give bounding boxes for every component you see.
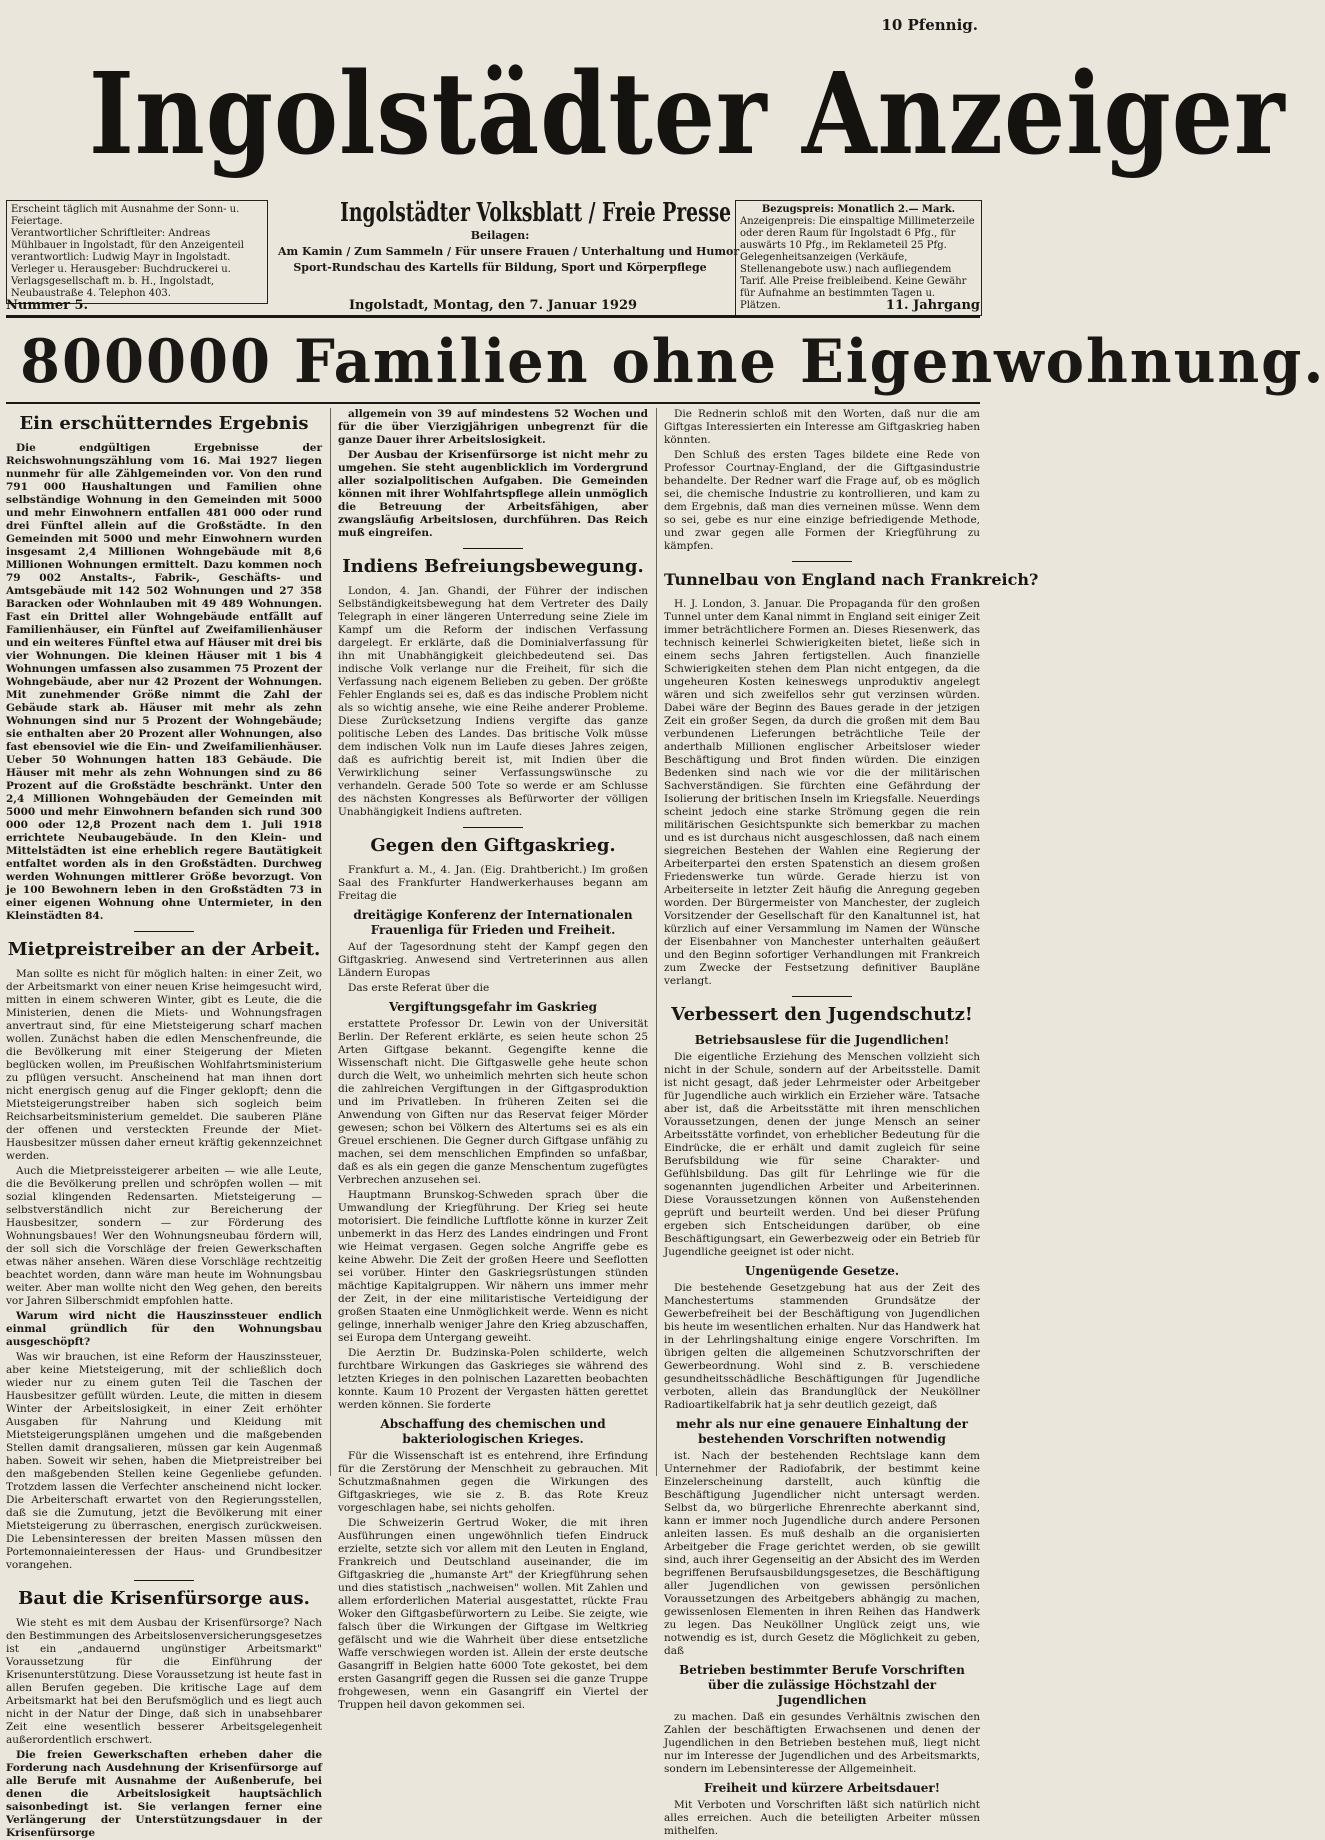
article-paragraph: Hauptmann Brunskog-Schweden sprach über die Umwandlung der Kriegführung. Der Krieg sei heute motorisiert. Die feindliche Luftflotte könne in kurzer Zeit unbemerkt in das Herz des Landes eindringen und Front wie Heimat vergasen. Gegen solche Angriffe gebe es keine Abwehr. Die Zeit der großen Heere und Seeflotten sei vorüber. Hinter den Gaskriegsrüstungen stünden mächtige Kapitalgruppen. Wir nähern uns immer mehr der Zeit, in der eine militaristische Verteidigung der großen Staaten eine Unmöglichkeit werde. Wenn es nicht gelinge, innerhalb weniger Jahre den Krieg abzuschaffen, sei Europa dem Untergang geweiht.	[338, 1189, 648, 1344]
article-paragraph: Man sollte es nicht für möglich halten: in einer Zeit, wo der Arbeitsmarkt von einer neuen Krise heimgesucht wird, mitten in einem schweren Winter, gibt es Leute, die die Ministerien, denen die Miets- und Wohnungsfragen anvertraut sind, für eine Mietsteigerung scharf machen wollen. Zunächst haben die edlen Menschenfreunde, die die Bevölkerung mit einer Steigerung der Mieten beglücken wollen, im Preußischen Wohlfahrtsministerium zu pflügen versucht. Anscheinend hat man ihnen dort nicht energisch genug auf die Finger geklopft; denn die Mietsteigerungstreiber haben sich sogleich beim Reichsarbeitsministerium gemeldet. Die sauberen Pläne der offenen und versteckten Freunde der Miet-Hausbesitzer müssen daher erneut kräftig gekennzeichnet werden.	[6, 968, 322, 1162]
article-paragraph: Die freien Gewerkschaften erheben daher die Forderung nach Ausdehnung der Krisenfürsorge auf alle Berufe mit Ausnahme der Außenberufe, bei denen die Arbeitslosigkeit hauptsächlich saisonbedingt ist. Sie verlangen ferner eine Verlängerung der Unterstützungsdauer in der Krisenfürsorge	[6, 1749, 322, 1839]
article-paragraph: Die Schweizerin Gertrud Woker, die mit ihren Ausführungen einen ungewöhnlich tiefen Eindruck erzielte, setzte sich vor allem mit den Leuten in England, Frankreich und Deutschland auseinander, die im Giftgaskrieg die „humanste Art" der Kriegführung sehen und dies statistisch „nachweisen" wollen. Mit Zahlen und allem erforderlichen Material ausgestattet, rückte Frau Woker den Giftgasbefürwortern zu Leibe. Sie zeigte, wie falsch über die Wirkungen der Giftgase im Weltkrieg gefälscht und wie die Wahrheit über diese entsetzliche Waffe verschwiegen worden ist. Allein der erste deutsche Gasangriff in Belgien hatte 6000 Tote gekostet, bei dem ersten Gasangriff gegen die Russen sei die ganze Truppe frohgewesen, wenn ein Gasangriff ein Viertel der Truppen heil davon gekommen sei.	[338, 1517, 648, 1711]
divider	[134, 1580, 194, 1581]
article-paragraph: Die eigentliche Erziehung des Menschen vollzieht sich nicht in der Schule, sondern auf der Arbeitsstelle. Damit ist nicht gesagt, daß jeder Lehrmeister oder Arbeitgeber für Jugendliche auch wirklich ein Erzieher wäre. Tatsache aber ist, daß die Arbeitsstätte mit ihren menschlichen Voraussetzungen, denen der junge Mensch an seiner Arbeitsstätte vorfindet, von erheblicher Bedeutung für die Eindrücke, die er erhält und damit zugleich für seine Berufsbildung wie für seine Charakter- und Gefühlsbildung. Das gilt für Lehrlinge wie für die sogenannten jugendlichen Arbeiter und Arbeiterinnen. Diese Voraussetzungen können von Außenstehenden geprüft und beurteilt werden. Und bei dieser Prüfung ergeben sich Entscheidungen darüber, ob eine Beschäftigungsart, ein Gewerbezweig oder ein Betrieb für Jugendliche geeignet ist oder nicht.	[664, 1051, 980, 1258]
article-paragraph: ist. Nach der bestehenden Rechtslage kann dem Unternehmer der Radiofabrik, der bestimmt keine Einzelerscheinung darstellt, auch künftig die Beschäftigung Jugendlicher nicht untersagt werden. Selbst da, wo bürgerliche Ehrenrechte aberkannt sind, kann er immer noch Jugendliche durch andere Personen anleiten lassen. Es muß deshalb an die organisierten Arbeitgeber die Frage gerichtet werden, ob sie gewillt sind, auch ihrer Gegenseitig an der Absicht des im Werden begriffenen Berufsausbildungsgesetzes, die Beschäftigung aller Jugendlichen von gewissen persönlichen Voraussetzungen des Arbeitgebers abhängig zu machen, gewissenlosen Elementen in ihren Reihen das Handwerk zu legen. Das Neuköllner Unglück zeigt uns, wie notwendig es ist, durch Gesetz die Möglichkeit zu geben, daß	[664, 1450, 980, 1657]
article-subheading: Betriebsauslese für die Jugendlichen!	[694, 1033, 950, 1047]
column-rule	[330, 408, 331, 1476]
dateline-bar	[6, 296, 980, 318]
column-2	[338, 408, 648, 1711]
editor-info: Verantwortlicher Schriftleiter: Andreas Mühlbauer in Ingolstadt, für den Anzeigenteil verantwortlich: Ludwig Mayr in Ingolstadt.	[11, 228, 244, 263]
column-3	[664, 408, 1039, 1837]
divider	[134, 931, 194, 932]
supplements-line-2: Sport-Rundschau des Kartells für Bildung, Sport und Körperpflege	[293, 261, 707, 274]
supplements-line-1: Am Kamin / Zum Sammeln / Für unsere Frauen / Unterhaltung und Humor	[278, 245, 740, 258]
article-paragraph: Mit Verboten und Vorschriften läßt sich natürlich nicht alles erreichen. Auch die beteiligten Arbeiter müssen mithelfen.	[664, 1799, 980, 1837]
headline-rule	[6, 402, 980, 404]
article-paragraph: Die Rednerin schloß mit den Worten, daß nur die am Giftgas Interessierten ein Interesse am Giftgaskrieg haben könnten.	[664, 408, 980, 446]
publisher-info-box	[6, 200, 268, 304]
divider	[463, 548, 523, 549]
article-paragraph: allgemein von 39 auf mindestens 52 Wochen und für die über Vierzigjährigen unbegrenzt für die ganze Dauer ihrer Arbeitslosigkeit.	[338, 408, 648, 446]
issue-number: Nummer 5.	[6, 298, 89, 313]
article-paragraph: Frankfurt a. M., 4. Jan. (Eig. Drahtbericht.) Im großen Saal des Frankfurter Handwerkerhauses begann am Freitag die	[338, 864, 648, 902]
article-paragraph: London, 4. Jan. Ghandi, der Führer der indischen Selbständigkeitsbewegung hat dem Vertreter des Daily Telegraph in einer längeren Unterredung seine Ziele im Kampf um die Reform der indischen Verfassung dargelegt. Er erklärte, daß die Dominialverfassung für ihn mit Unabhängigkeit gleichbedeutend sei. Das indische Volk verlange nur die Freiheit, für sich die Verfassung nach eigenem Belieben zu geben. Der größte Fehler Englands sei es, daß es das indische Problem nicht als so wichtig ansehe, wie eine Reihe anderer Probleme. Diese Zurücksetzung Indiens vergifte das ganze politische Leben des Landes. Das britische Volk müsse dem indischen Volk nun im Laufe dieses Jahres zeigen, daß es aufrichtig bereit ist, mit Indien über die Verwirklichung seiner Verfassungswünsche zu verhandeln. Gerade 500 Tote so werde er am Schlusse des nächsten Kongresses als Befürworter der völligen Unabhängigkeit Indiens auftreten.	[338, 585, 648, 818]
article-subheading: Freiheit und kürzere Arbeitsdauer!	[703, 1781, 941, 1795]
article-paragraph: Wie steht es mit dem Ausbau der Krisenfürsorge? Nach den Bestimmungen des Arbeitslosenversicherungsgesetzes ist ein „andauernd ungünstiger Arbeitsmarkt" Voraussetzung für die Einführung der Krisenunterstützung. Diese Voraussetzung ist heute fast in allen Berufen gegeben. Die kritische Lage auf dem Arbeitsmarkt hat bei den Berufsmöglich und es liegt auch nicht in der Natur der Dinge, daß sich in unabsehbarer Zeit eine wesentlich besserer Arbeitsgelegenheit außerordentlich erschwert.	[6, 1617, 322, 1746]
article-paragraph: erstattete Professor Dr. Lewin von der Universität Berlin. Der Referent erklärte, es seien heute schon 25 Arten Giftgase bekannt. Gegengifte kenne die Wissenschaft nicht. Die Giftgaswelle gehe heute schon durch die Welt, wo unheimlich mehrten sich heute schon die zahlreichen Vergiftungen in der Giftgasproduktion und im Privatleben. In früheren Zeiten sei die Anwendung von Giften nur das Reservat feiger Mörder gewesen; schon bei Völkern des Altertums sei es als ein Greuel erschienen. Die Gegner durch Giftgase unfähig zu machen, sei dem menschlichen Empfinden so unfaßbar, daß es als ein gegen die ganze Menschentum zugefügtes Verbrechen anzusehen sei.	[338, 1018, 648, 1186]
article-paragraph: H. J. London, 3. Januar. Die Propaganda für den großen Tunnel unter dem Kanal nimmt in England seit einiger Zeit immer beträchtlichere Formen an. Dieses Riesenwerk, das technisch keinerlei Schwierigkeiten bietet, ließe sich in einem sechs Jahren fertigstellen. Auch finanzielle Schwierigkeiten stehen dem Plan nicht entgegen, da die ungeheuren Kosten keineswegs unproduktiv angelegt wären und sich zweifellos sehr gut verzinsen würden. Dabei wäre der Beginn des Baues gerade in der jetzigen Zeit ein großer Segen, da durch die großen mit dem Bau verbundenen Lieferungen beträchtliche Teile der anderthalb Millionen englischer Arbeitsloser wieder Beschäftigung und Brot finden würden. Die einzigen Bedenken sind nach wie vor die der militärischen Sachverständigen. Sie fürchten eine Gefährdung der Isolierung der britischen Inseln im Kriegsfalle. Neuerdings scheint jedoch eine starke Strömung gegen die rein militärischen Gesichtspunkte sich bemerkbar zu machen und es ist durchaus nicht ausgeschlossen, daß nach einem siegreichen Bestehen der Wahlen eine Regierung der Arbeiterpartei den ersten Spatenstich an diesem großen Friedenswerke tun würde. Gerade hierzu ist von Arbeiterseite in letzter Zeit häufig die Anregung gegeben worden. Der Bürgermeister von Manchester, der zugleich Vorsitzender der Gesellschaft für den Kanaltunnel ist, hat kürzlich auf einer Versammlung im Namen der Wünsche der Eisenbahner von Manchester unterhalten geäußert und den Beginn sofortiger Verhandlungen mit Frankreich zum Zwecke der Festsetzung definitiver Baupläne verlangt.	[664, 598, 980, 987]
article-subheading: Abschaffung des chemischen und bakteriologischen Krieges.	[380, 1417, 606, 1446]
issue-date: Ingolstadt, Montag, den 7. Januar 1929	[348, 298, 638, 313]
article-paragraph: Der Ausbau der Krisenfürsorge ist nicht mehr zu umgehen. Sie steht augenblicklich im Vordergrund aller sozialpolitischen Aufgaben. Die Gemeinden können mit ihrer Wohlfahrtspflege allein unmöglich die Betreuung der Arbeitsfähigen, aber zwangsläufig Arbeitslosen, durchführen. Das Reich muß eingreifen.	[338, 449, 648, 539]
article-paragraph: Was wir brauchen, ist eine Reform der Hauszinssteuer, aber keine Mietsteigerung, mit der schließlich doch wieder nur zu einem guten Teil die Taschen der Hausbesitzer gefüllt würden. Leute, die mitten in diesem Winter der Arbeitslosigkeit, in einer Zeit erhöhter Ausgaben für Nahrung und Kleidung mit Mietsteigerungsplänen umgehen und die maßgebenden Stellen damit drangsalieren, müssen gar kein Augenmaß haben. Soweit wir sehen, haben die Mietpreistreiber bei den maßgebenden Stellen keine Gegenliebe gefunden. Trotzdem lassen die Verfechter anscheinend nicht locker. Die Arbeiterschaft erwartet von den Regierungsstellen, daß sie die Zumutung, jetzt die Bevölkerung mit einer Mietsteigerung zu überraschen, energisch zurückweisen. Die Lebensinteressen der breiten Massen müssen den Portemonnaieinteressen der Haus- und Grundbesitzer vorangehen.	[6, 1351, 322, 1571]
article-title: Mietpreistreiber an der Arbeit.	[7, 939, 321, 960]
article-title: Gegen den Giftgaskrieg.	[370, 835, 616, 856]
price-label: 10 Pfennig.	[881, 16, 978, 34]
supplements-heading: Beilagen:	[470, 229, 530, 242]
masthead-title: Ingolstädter Anzeiger	[88, 49, 1286, 180]
publisher-info: Verleger u. Herausgeber: Buchdruckerei u. Verlagsgesellschaft m. b. H., Ingolstadt, Neubaustraße 4. Telephon 403.	[11, 264, 231, 299]
article-subheading: dreitägige Konferenz der Internationalen Frauenliga für Frieden und Freiheit.	[353, 908, 633, 937]
article-title: Verbessert den Jugendschutz!	[671, 1004, 973, 1025]
article-paragraph: Den Schluß des ersten Tages bildete eine Rede von Professor Courtnay-England, der die Giftgasindustrie behandelte. Der Redner warf die Frage auf, ob es möglich sei, die chemische Industrie zu kontrollieren, und kam zu dem Ergebnis, daß man dies verneinen müsse. Wenn dem so sei, gebe es nur eine einzige befriedigende Methode, und zwar gegen alle Formen der Kriegführung zu kämpfen.	[664, 449, 980, 552]
subscription-price: Bezugspreis: Monatlich 2.— Mark.	[761, 204, 956, 215]
ad-pricing: Anzeigenpreis: Die einspaltige Millimeterzeile oder deren Raum für Ingolstadt 6 Pfg., für auswärts 10 Pfg., im Reklameteil 25 Pfg. Gelegenheitsanzeigen (Verkäufe, Stellenangebote usw.) nach aufliegendem Tarif. Alle Preise freibleibend. Keine Gewähr für Aufnahme an bestimmten Tagen u. Plätzen.	[740, 216, 975, 311]
article-title: Indiens Befreiungsbewegung.	[342, 556, 644, 577]
article-title: Tunnelbau von England nach Frankreich?	[664, 570, 1039, 589]
article-subheading: Ungenügende Gesetze.	[744, 1264, 900, 1278]
article-title: Ein erschütterndes Ergebnis	[19, 413, 309, 434]
divider	[463, 827, 523, 828]
publication-schedule: Erscheint täglich mit Ausnahme der Sonn- u. Feiertage.	[11, 204, 240, 227]
article-paragraph: zu machen. Daß ein gesundes Verhältnis zwischen den Zahlen der beschäftigten Erwachsenen und denen der Jugendlichen in den Betrieben bestehen muß, liegt nicht nur im Interesse der Jugendlichen und des Arbeitsmarkts, sondern im Lebensinteresse der Allgemeinheit.	[664, 1711, 980, 1775]
article-paragraph: Das erste Referat über die	[348, 982, 490, 994]
article-paragraph: Auf der Tagesordnung steht der Kampf gegen den Giftgaskrieg. Anwesend sind Vertreterinnen aus allen Ländern Europas	[338, 941, 648, 979]
article-title: Baut die Krisenfürsorge aus.	[18, 1588, 310, 1609]
article-subheading: Vergiftungsgefahr im Gaskrieg	[388, 1000, 598, 1014]
article-paragraph: Die bestehende Gesetzgebung hat aus der Zeit des Manchestertums stammenden Grundsätze der Gewerbefreiheit bei der Beschäftigung von Jugendlichen bis heute im wesentlichen erhalten. Nur das Handwerk hat in der Lehrlingshaltung einige engere Vorschriften. Im übrigen gelten die allgemeinen Schutzvorschriften der Gewerbeordnung. Wohl sind z. B. verschiedene gesundheitsschädliche Beschäftigungen für Jugendliche verboten, allein das Brandunglück der Neuköllner Radioartikelfabrik hat ja sehr deutlich gezeigt, daß	[664, 1282, 980, 1411]
volume-year: 11. Jahrgang	[885, 298, 980, 313]
article-subheading: mehr als nur eine genauere Einhaltung der bestehenden Vorschriften notwendig	[676, 1417, 968, 1446]
main-headline: 800000 Familien ohne Eigenwohnung.	[20, 327, 1325, 397]
article-paragraph: Die endgültigen Ergebnisse der Reichswohnungszählung vom 16. Mai 1927 liegen nunmehr für alle Zählgemeinden vor. Von den rund 791 000 Haushaltungen und Familien ohne selbständige Wohnung in den Gemeinden mit 5000 und mehr Einwohnern entfallen 481 000 oder rund drei Fünftel allein auf die Großstädte. In den Gemeinden mit 5000 und mehr Einwohnern wurden insgesamt 2,4 Millionen Wohngebäude mit 8,6 Millionen Wohnungen ermittelt. Dazu kommen noch 79 002 Anstalts-, Fabrik-, Geschäfts- und Amtsgebäude mit 142 502 Wohnungen und 27 358 Baracken oder Wohnlauben mit 49 489 Wohnungen. Fast ein Drittel aller Wohngebäude entfällt auf Familienhäuser, ein Fünftel auf Zweifamilienhäuser und ein weiteres Fünftel etwa auf Häuser mit drei bis vier Wohnungen. Die kleinen Häuser mit 1 bis 4 Wohnungen umfassen also zusammen 75 Prozent der Wohngebäude, aber nur 42 Prozent der Wohnungen. Mit zunehmender Größe nimmt die Zahl der Gebäude stark ab. Häuser mit mehr als zehn Wohnungen sind nur 5 Prozent der Wohngebäude; sie enthalten aber 20 Prozent aller Wohnungen, also fast ebensoviel wie die Ein- und Zweifamilienhäuser. Ueber 50 Wohnungen hatten 183 Gebäude. Die Häuser mit mehr als zehn Wohnungen sind zu 86 Prozent auf die Großstädte beschränkt. Unter den 2,4 Millionen Wohngebäuden der Gemeinden mit 5000 und mehr Einwohnern befanden sich rund 300 000 oder 12,8 Prozent nach dem 1. Juli 1918 errichtete Neubaugebäude. In den Klein- und Mittelstädten ist eine erheblich regere Bautätigkeit entfaltet worden als in den Großstädten. Durchweg werden Wohnungen mittlerer Größe bevorzugt. Von je 100 Bewohnern leben in den Großstädten 73 in einer eigenen Wohnung ohne Untermieter, in den Kleinstädten 84.	[6, 442, 322, 922]
divider	[792, 996, 852, 997]
article-paragraph: Die Aerztin Dr. Budzinska-Polen schilderte, welch furchtbare Wirkungen das Gaskrieges sie während des letzten Krieges in den polnischen Lazaretten beobachten konnte. Kaum 10 Prozent der Vergasten hätten gerettet werden können. Sie forderte	[338, 1347, 648, 1411]
article-subheading: Betrieben bestimmter Berufe Vorschriften über die zulässige Höchstzahl der Jugendlichen	[679, 1663, 965, 1707]
article-paragraph: Warum wird nicht die Hauszinssteuer endlich einmal gründlich für den Wohnungsbau ausgeschöpft?	[6, 1310, 322, 1348]
divider	[792, 561, 852, 562]
article-paragraph: Auch die Mietpreissteigerer arbeiten — wie alle Leute, die die Bevölkerung prellen und schröpfen wollen — mit sozial klingenden Redensarten. Mietsteigerung — selbstverständlich nicht zur Bereicherung der Hausbesitzer, sondern — zur Förderung des Wohnungsbaues! Wer den Wohnungsneubau fördern will, der soll sich die Vorschläge der freien Gewerkschaften etwas näher ansehen. Wären diese Vorschläge rechtzeitig beachtet worden, dann wäre man heute im Wohnungsbau weiter. Aber man wollte nicht den Weg gehen, den bereits vor Jahren Silberschmidt empfohlen hatte.	[6, 1165, 322, 1307]
column-rule	[656, 408, 657, 1476]
article-paragraph: Für die Wissenschaft ist es entehrend, ihre Erfindung für die Zerstörung der Menschheit zu gebrauchen. Mit Schutzmaßnahmen gegen die Wirkungen des Giftgaskrieges, wie sie z. B. das Rote Kreuz vorgeschlagen habe, sei nichts geholfen.	[338, 1450, 648, 1514]
column-1	[6, 408, 322, 1839]
subtitle: Ingolstädter Volksblatt / Freie Presse	[340, 198, 732, 228]
